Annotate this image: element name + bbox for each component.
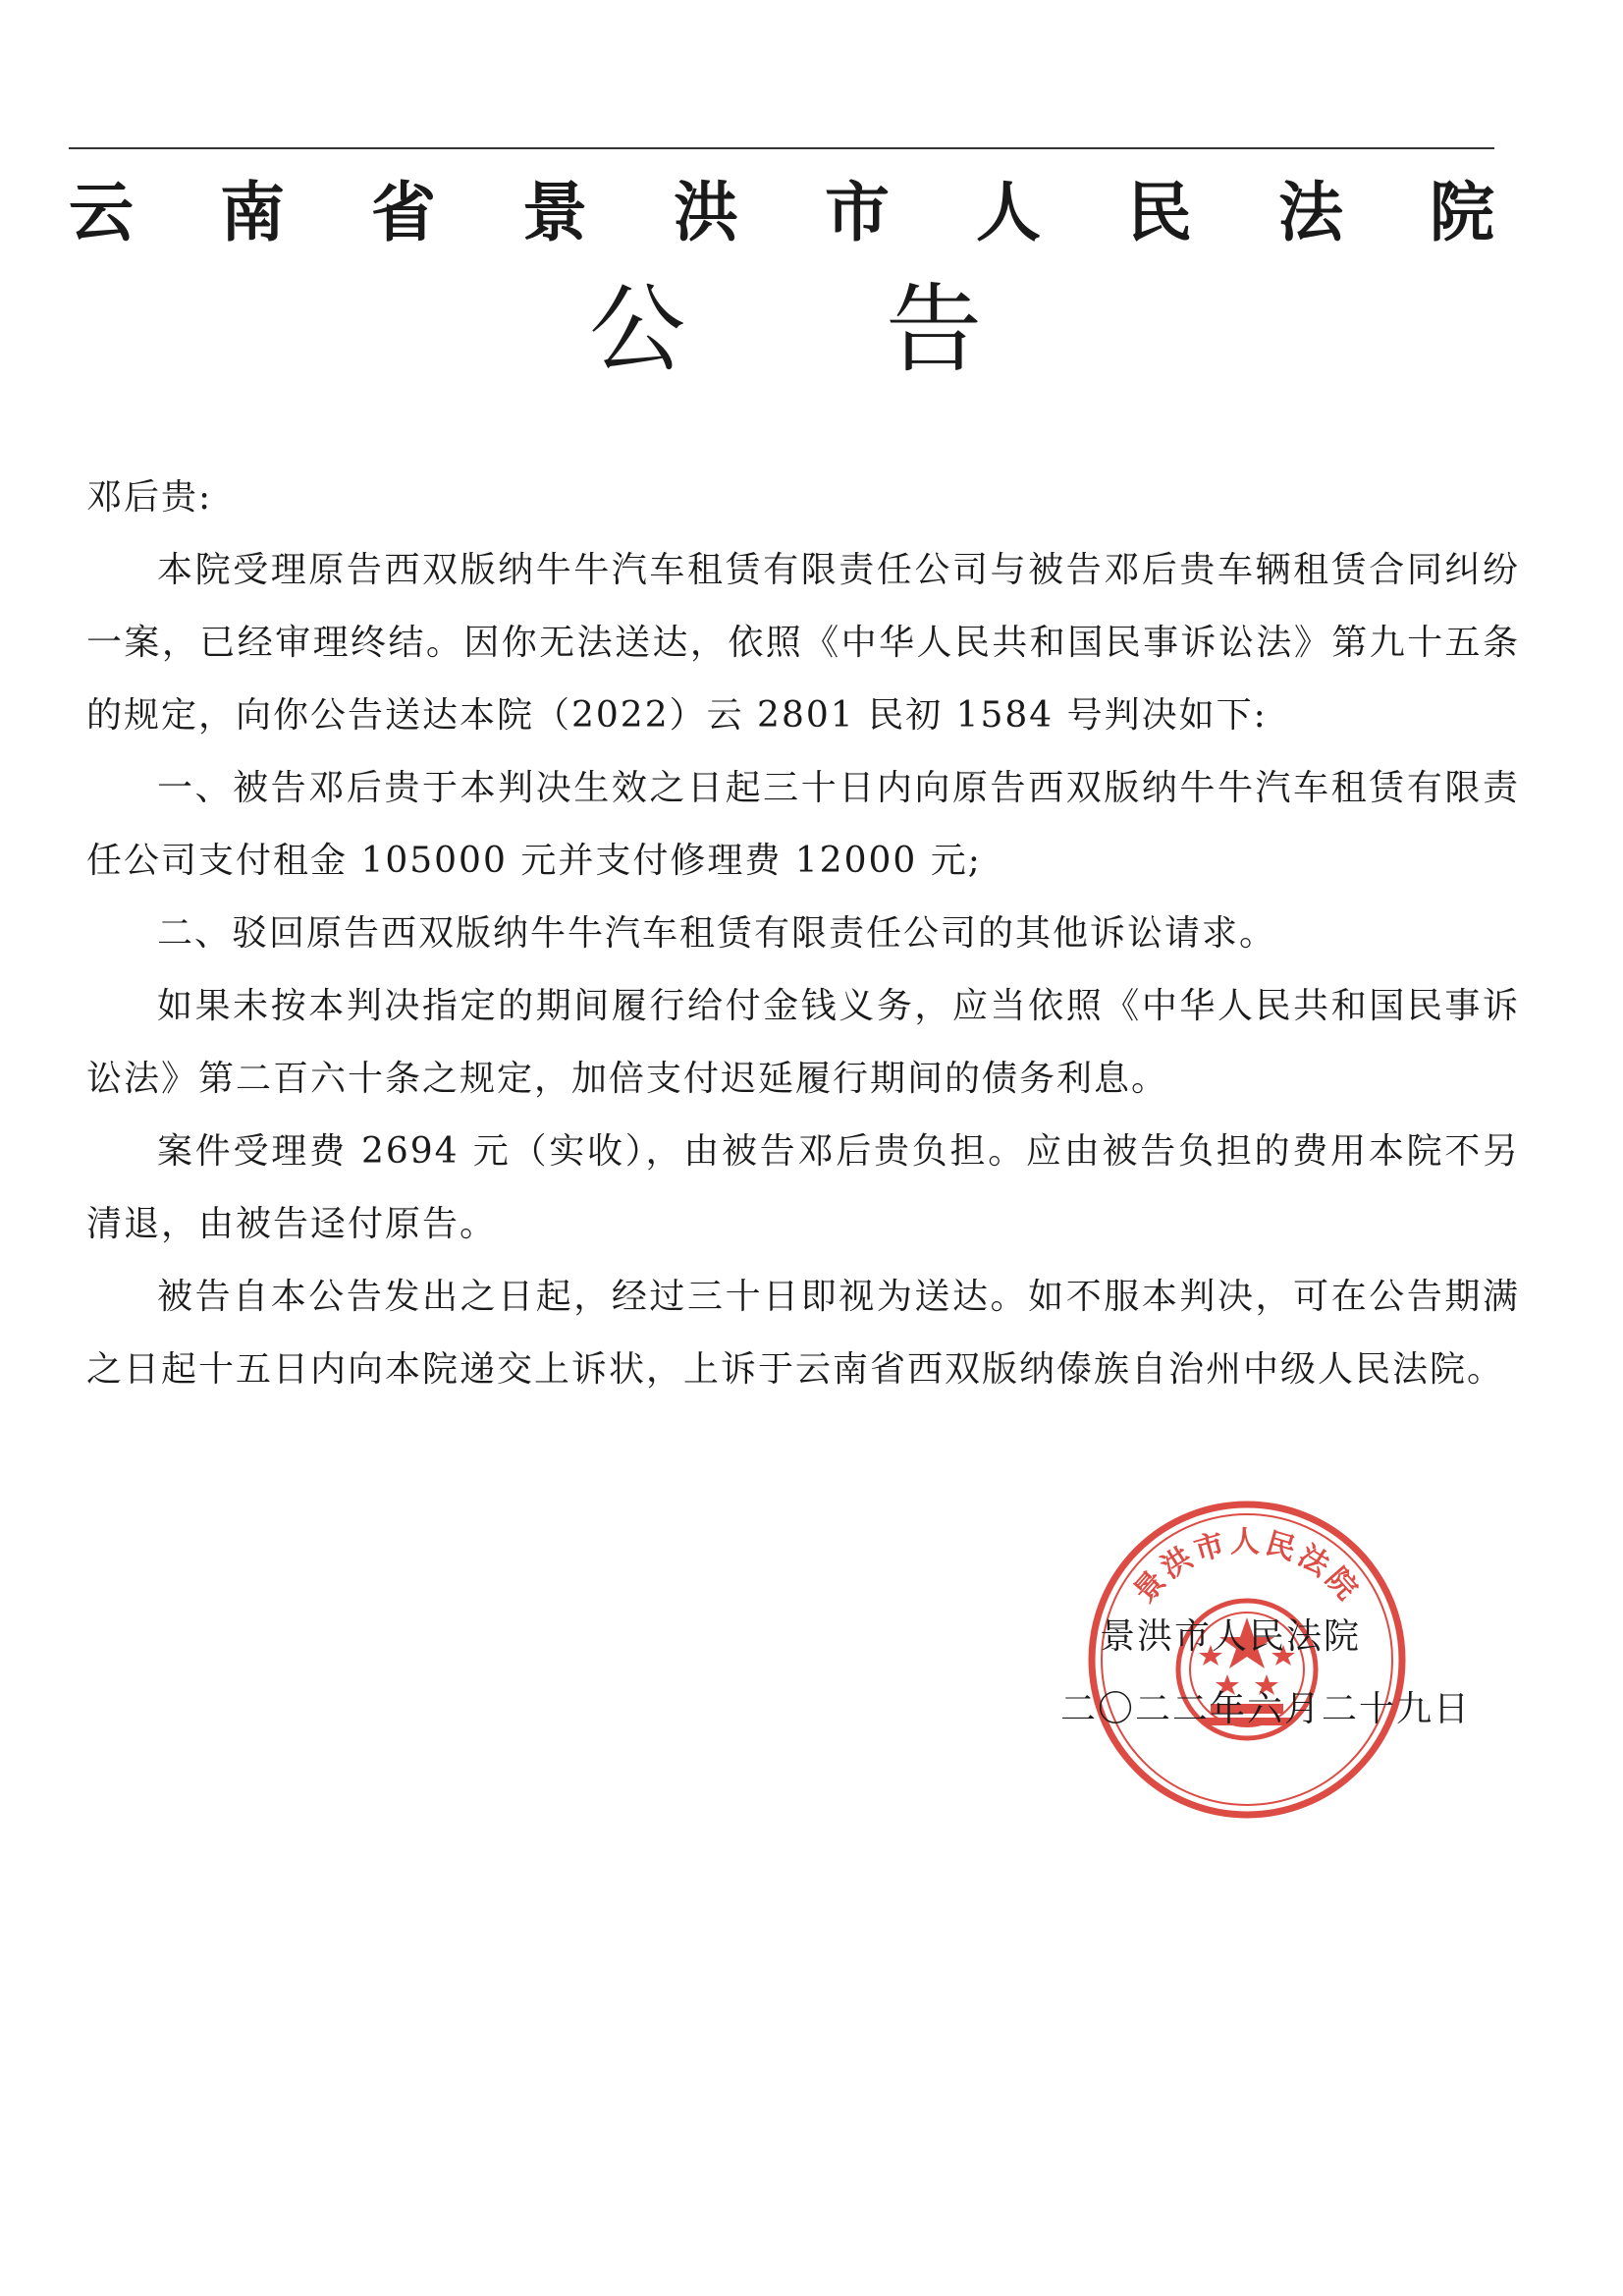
court-name-char: 人: [976, 173, 1041, 250]
body-paragraph: 本院受理原告西双版纳牛牛汽车租赁有限责任公司与被告邓后贵车辆租赁合同纠纷一案，已经审理终结。因你无法送达，依照《中华人民共和国民事诉讼法》第九十五条的规定，向你公告送达本院（2022）云 2801 民初 1584 号判决如下:: [86, 550, 1520, 736]
court-name-char: 省: [371, 173, 436, 250]
court-name-char: 市: [825, 173, 890, 250]
seal-text: 景洪市人民法院: [1127, 1525, 1367, 1610]
signature-block: [1060, 1601, 1502, 1746]
judgment-item: 二、驳回原告西双版纳牛牛汽车租赁有限责任公司的其他诉讼请求。: [157, 913, 1277, 954]
notice-title-char: 公: [589, 273, 686, 386]
judgment-item: 一、被告邓后贵于本判决生效之日起三十日内向原告西双版纳牛牛汽车租赁有限责任公司支付租金 105000 元并支付修理费 12000 元;: [86, 768, 1520, 881]
court-name-char: 云: [69, 173, 134, 250]
signature-date: 二〇二二年六月二十九日: [1060, 1689, 1472, 1729]
court-name-char: 景: [522, 173, 587, 250]
addressee: 邓后贵:: [86, 477, 213, 518]
notice-title: [589, 257, 982, 385]
court-name-char: 院: [1430, 173, 1494, 250]
court-name-char: 洪: [674, 173, 738, 250]
notice-title-char: 告: [885, 273, 982, 386]
svg-text:景洪市人民法院: [1127, 1525, 1366, 1610]
court-name-heading: [69, 157, 1494, 255]
court-name-char: 南: [220, 173, 285, 250]
court-name-char: 法: [1278, 173, 1343, 250]
body-paragraph: 如果未按本判决指定的期间履行给付金钱义务，应当依照《中华人民共和国民事诉讼法》第二百六十条之规定，加倍支付迟延履行期间的债务利息。: [86, 986, 1520, 1099]
body-paragraph: 案件受理费 2694 元（实收），由被告邓后贵负担。应由被告负担的费用本院不另清退，由被告迳付原告。: [86, 1131, 1520, 1244]
notice-body: [86, 462, 1520, 1406]
signature-court: 景洪市人民法院: [1100, 1616, 1362, 1657]
header-rule: [69, 147, 1494, 149]
court-name-char: 民: [1127, 173, 1192, 250]
body-paragraph: 被告自本公告发出之日起，经过三十日即视为送达。如不服本判决，可在公告期满之日起十五日内向本院递交上诉状，上诉于云南省西双版纳傣族自治州中级人民法院。: [86, 1277, 1520, 1390]
